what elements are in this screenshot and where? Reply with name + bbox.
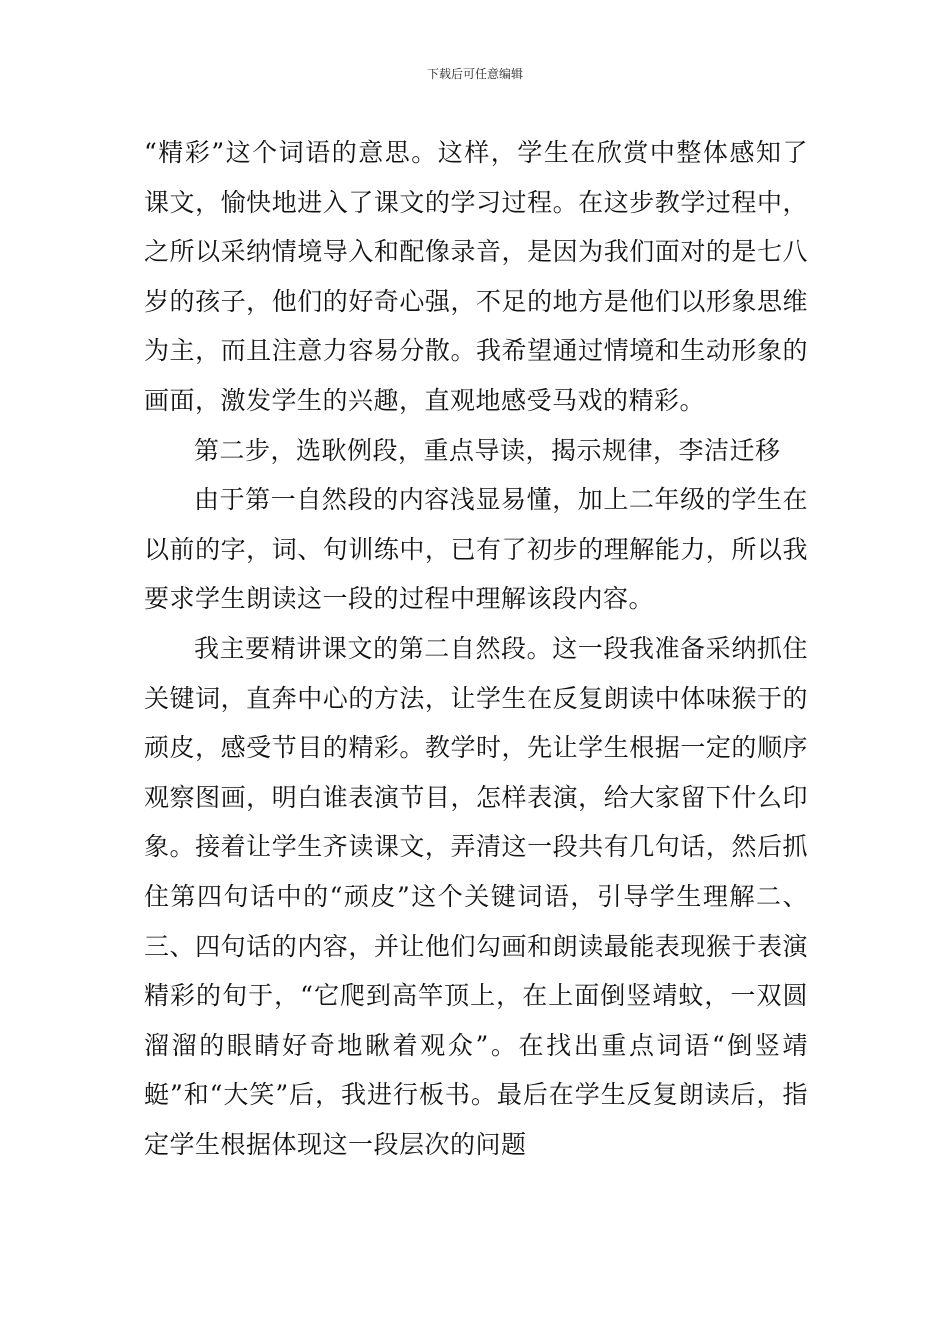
paragraph-4: 我主要精讲课文的第二自然段。这一段我准备采纳抓住关键词，直奔中心的方法，让学生在反复朗读中体味猴于的顽皮，感受节目的精彩。教学时，先让学生根据一定的顺序观察图画，明白谁表演节目，怎样表演，给大家留下什么印象。接着让学生齐读课文，弄清这一段共有几句话，然后抓住第四句话中的“顽皮”这个关键词语，引导学生理解二、三、四句话的内容，并让他们勾画和朗读最能表现猴于表演精彩的旬于，“它爬到高竿顶上，在上面倒竖靖蚊，一双圆溜溜的眼睛好奇地瞅着观众”。在找出重点词语“倒竖靖蜓”和“大笑”后，我进行板书。最后在学生反复朗读后，指定学生根据体现这一段层次的问题 (144, 633, 808, 1159)
paragraph-2-step-heading: 第二步，选耿例段，重点导读，揭示规律，李洁迁移 (194, 435, 781, 465)
paragraph-1: “精彩”这个词语的意思。这样，学生在欣赏中整体感知了课文，愉快地进入了课文的学习过程。在这步教学过程中，之所以采纳情境导入和配像录音，是因为我们面对的是七八岁的孩子，他们的好奇心强，不足的地方是他们以形象思维为主，而且注意力容易分散。我希望通过情境和生动形象的画面，激发学生的兴趣，直观地感受马戏的精彩。 (144, 138, 808, 415)
paragraph-3: 由于第一自然段的内容浅显易懂，加上二年级的学生在以前的字，词、句训练中，已有了初步的理解能力，所以我要求学生朗读这一段的过程中理解该段内容。 (144, 485, 808, 614)
body-text (144, 128, 808, 1169)
page-header: 下载后可任意编辑 (426, 67, 523, 81)
